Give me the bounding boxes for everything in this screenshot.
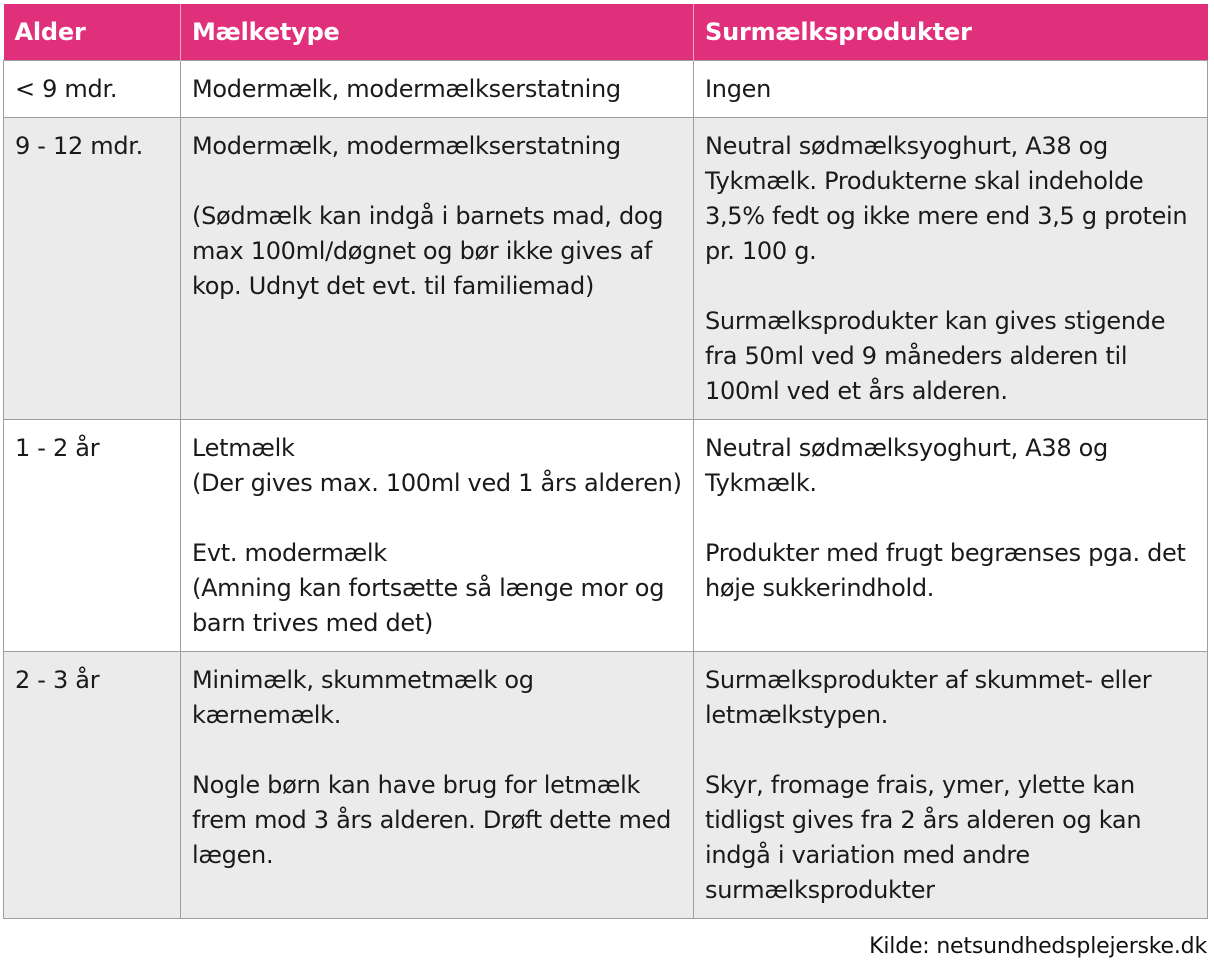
sour-text: Produkter med frugt begrænses pga. det høje sukkerindhold. (705, 538, 1186, 602)
header-age: Alder (4, 4, 181, 60)
sour-text: Skyr, fromage frais, ymer, ylette kan tidligst gives fra 2 års alderen og kan indgå i variation med andre surmælksprodukter (705, 770, 1142, 904)
sour-cell (694, 117, 1208, 419)
milk-guide-table (3, 4, 1208, 919)
table-row (4, 60, 1208, 117)
milk-text: Modermælk, modermælkserstatning (192, 131, 621, 160)
milk-cell (181, 117, 694, 419)
sour-cell (694, 419, 1208, 651)
age-cell (4, 419, 181, 651)
header-milk-type: Mælketype (181, 4, 694, 60)
table-row (4, 651, 1208, 918)
milk-text: (Sødmælk kan indgå i barnets mad, dog max 100ml/døgnet og bør ikke gives af kop. Udnyt det evt. til familiemad) (192, 201, 664, 300)
header-row (4, 4, 1208, 60)
age-cell (4, 60, 181, 117)
milk-cell (181, 60, 694, 117)
milk-text: (Amning kan fortsætte så længe mor og barn trives med det) (192, 573, 665, 637)
sour-cell (694, 60, 1208, 117)
sour-text: Neutral sødmælksyoghurt, A38 og Tykmælk. Produkterne skal indeholde 3,5% fedt og ikke mere end 3,5 g protein pr. 100 g. (705, 131, 1188, 265)
milk-text: (Der gives max. 100ml ved 1 års alderen) (192, 468, 682, 497)
table-row (4, 419, 1208, 651)
age-label: < 9 mdr. (15, 74, 118, 103)
age-cell (4, 117, 181, 419)
milk-text: Minimælk, skummetmælk og kærnemælk. (192, 665, 534, 729)
sour-text: Surmælksprodukter kan gives stigende fra 50ml ved 9 måneders alderen til 100ml ved et års alderen. (705, 306, 1166, 405)
milk-text: Letmælk (192, 433, 295, 462)
age-label: 1 - 2 år (15, 433, 100, 462)
milk-cell (181, 651, 694, 918)
sour-text: Ingen (705, 74, 772, 103)
milk-text: Modermælk, modermælkserstatning (192, 74, 621, 103)
table-row (4, 117, 1208, 419)
sour-text: Surmælksprodukter af skummet- eller letmælkstypen. (705, 665, 1152, 729)
age-label: 9 - 12 mdr. (15, 131, 143, 160)
milk-text: Evt. modermælk (192, 538, 387, 567)
source-credit: Kilde: netsundhedsplejerske.dk (869, 934, 1207, 959)
sour-text: Neutral sødmælksyoghurt, A38 og Tykmælk. (705, 433, 1108, 497)
age-cell (4, 651, 181, 918)
sour-cell (694, 651, 1208, 918)
age-label: 2 - 3 år (15, 665, 100, 694)
milk-cell (181, 419, 694, 651)
milk-text: Nogle børn kan have brug for letmælk frem mod 3 års alderen. Drøft dette med lægen. (192, 770, 672, 869)
header-sour-milk-products: Surmælksprodukter (694, 4, 1208, 60)
